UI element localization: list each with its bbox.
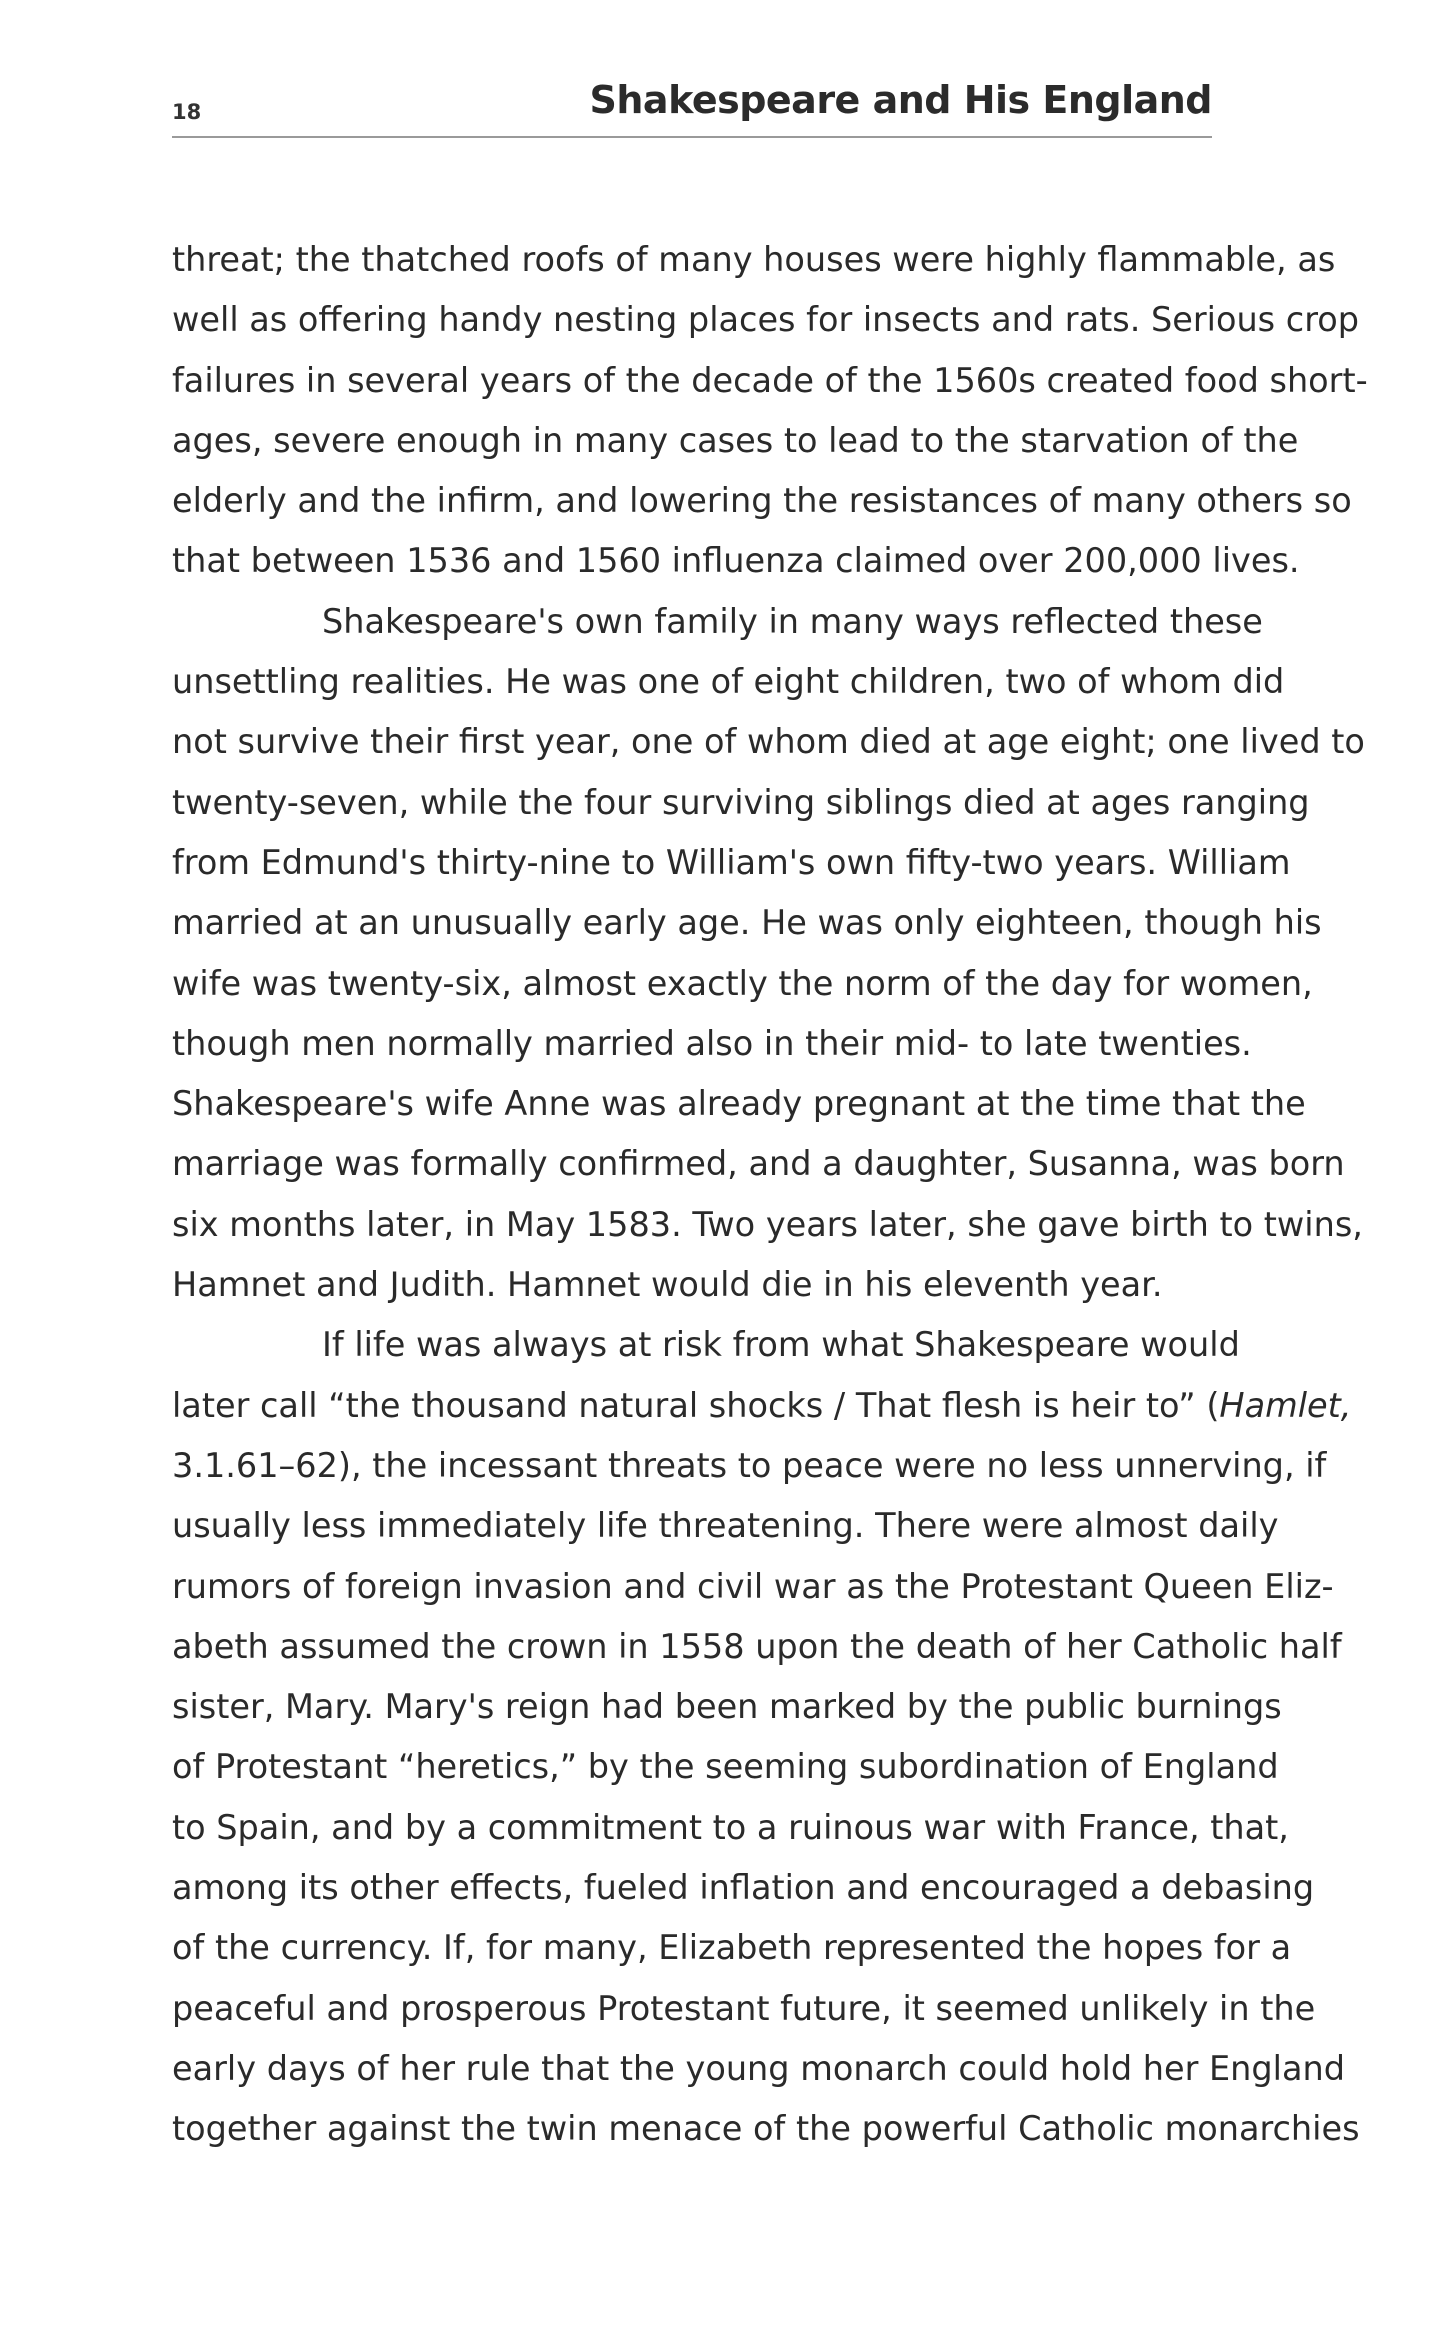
text-line: twenty-seven, while the four surviving siblings died at ages ranging <box>172 782 1310 822</box>
text-line: to Spain, and by a commitment to a ruinous war with France, that, <box>172 1807 1289 1847</box>
text-line: together against the twin menace of the powerful Catholic monarchies <box>172 2109 1360 2149</box>
text-line: sister, Mary. Mary's reign had been marked by the public burnings <box>172 1687 1282 1727</box>
text-line: of the currency. If, for many, Elizabeth represented the hopes for a <box>172 1928 1292 1968</box>
text-line: married at an unusually early age. He was only eighteen, though his <box>172 903 1322 943</box>
body-text <box>172 230 1368 2160</box>
text-line: though men normally married also in their mid- to late twenties. <box>172 1023 1252 1063</box>
text-line: usually less immediately life threatening. There were almost daily <box>172 1506 1279 1546</box>
running-title: Shakespeare and His England <box>589 78 1212 122</box>
text-line: abeth assumed the crown in 1558 upon the death of her Catholic half <box>172 1626 1342 1666</box>
text-line: Shakespeare's own family in many ways reflected these <box>322 601 1263 641</box>
text-line: If life was always at risk from what Shakespeare would <box>322 1325 1240 1365</box>
page-number: 18 <box>172 100 202 124</box>
paragraph-2 <box>172 592 1365 1316</box>
text-line: rumors of foreign invasion and civil war as the Protestant Queen Eliz- <box>172 1566 1334 1606</box>
text-line: early days of her rule that the young monarch could hold her England <box>172 2048 1345 2088</box>
text-line: that between 1536 and 1560 influenza claimed over 200,000 lives. <box>172 541 1300 581</box>
text-line: wife was twenty-six, almost exactly the norm of the day for women, <box>172 963 1313 1003</box>
paragraph-1 <box>172 230 1368 592</box>
text-line: elderly and the infirm, and lowering the resistances of many others so <box>172 481 1352 521</box>
text-line: among its other effects, fueled inflation and encouraged a debasing <box>172 1868 1315 1908</box>
text-line: threat; the thatched roofs of many houses were highly flammable, as <box>172 240 1336 279</box>
text-line: marriage was formally confirmed, and a daughter, Susanna, was born <box>172 1144 1345 1184</box>
text-line: peaceful and prosperous Protestant future, it seemed unlikely in the <box>172 1988 1316 2028</box>
text-line: Hamnet and Judith. Hamnet would die in his eleventh year. <box>172 1265 1163 1305</box>
running-head <box>172 78 1212 130</box>
text-line-with-citation <box>172 1376 1352 1436</box>
text-line: Shakespeare's wife Anne was already pregnant at the time that the <box>172 1084 1306 1124</box>
text-line: 3.1.61–62), the incessant threats to peace were no less unnerving, if <box>172 1445 1327 1485</box>
text-line-part: later call “the thousand natural shocks / That flesh is heir to” ( <box>172 1385 1220 1425</box>
header-rule <box>172 136 1212 138</box>
text-line: six months later, in May 1583. Two years later, she gave birth to twins, <box>172 1204 1363 1244</box>
text-line: from Edmund's thirty-nine to William's own fifty-two years. William <box>172 842 1291 882</box>
text-line: failures in several years of the decade of the 1560s created food short- <box>172 360 1368 400</box>
text-line: of Protestant “heretics,” by the seeming subordination of England <box>172 1747 1279 1787</box>
text-line: not survive their first year, one of whom died at age eight; one lived to <box>172 722 1365 762</box>
paragraph-3 <box>172 1315 1360 2159</box>
play-title-italic: Hamlet, <box>1219 1385 1352 1425</box>
text-line: ages, severe enough in many cases to lead to the starvation of the <box>172 420 1299 460</box>
text-line: unsettling realities. He was one of eight children, two of whom did <box>172 662 1285 702</box>
text-line: well as offering handy nesting places for insects and rats. Serious crop <box>172 300 1359 340</box>
